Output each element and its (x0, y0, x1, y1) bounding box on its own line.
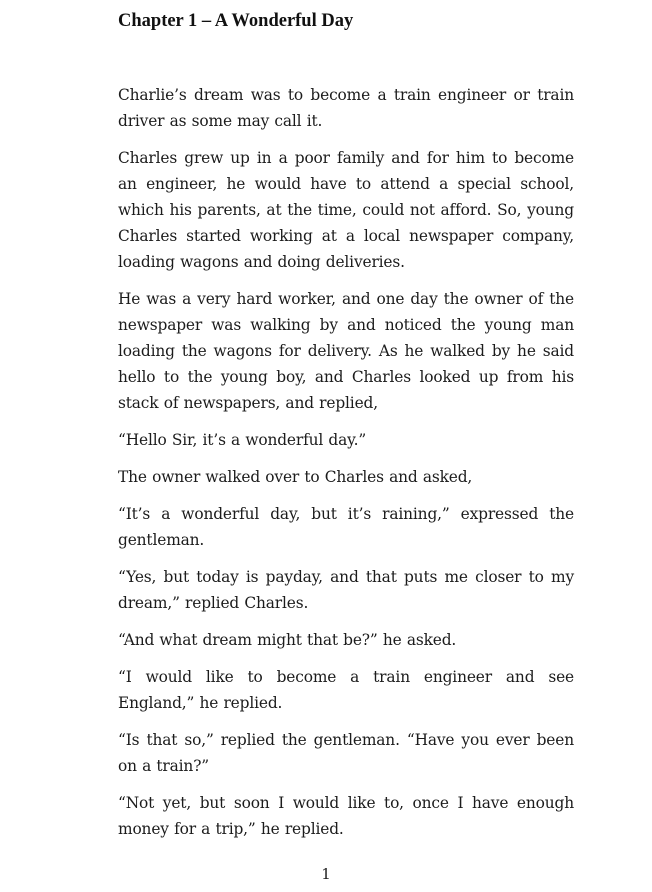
page-number: 1 (321, 865, 331, 883)
paragraph: “Not yet, but soon I would like to, once I have enough money for a trip,” he replied. (118, 794, 574, 838)
chapter-title: Chapter 1 – A Wonderful Day (118, 11, 354, 31)
paragraph: The owner walked over to Charles and asked, (118, 468, 473, 486)
paragraph: He was a very hard worker, and one day the owner of the newspaper was walking by and noticed the young man loading the wagons for delivery. As he walked by he said hello to the young boy, and Charles looked up from his stack of newspapers, and replied, (118, 290, 574, 412)
paragraph: “I would like to become a train engineer and see England,” he replied. (118, 668, 574, 712)
chapter-body (118, 82, 574, 853)
paragraph: “Hello Sir, it’s a wonderful day.” (118, 431, 367, 449)
paragraph: “Is that so,” replied the gentleman. “Have you ever been on a train?” (118, 731, 574, 775)
paragraph: Charlie’s dream was to become a train engineer or train driver as some may call it. (118, 86, 574, 130)
paragraph: “It’s a wonderful day, but it’s raining,” expressed the gentleman. (118, 505, 574, 549)
paragraph: Charles grew up in a poor family and for him to become an engineer, he would have to attend a special school, which his parents, at the time, could not afford. So, young Charles started working at a local newspaper company, loading wagons and doing deliveries. (118, 149, 574, 271)
paragraph: “And what dream might that be?” he asked. (118, 631, 457, 649)
paragraph: “Yes, but today is payday, and that puts me closer to my dream,” replied Charles. (118, 568, 574, 612)
